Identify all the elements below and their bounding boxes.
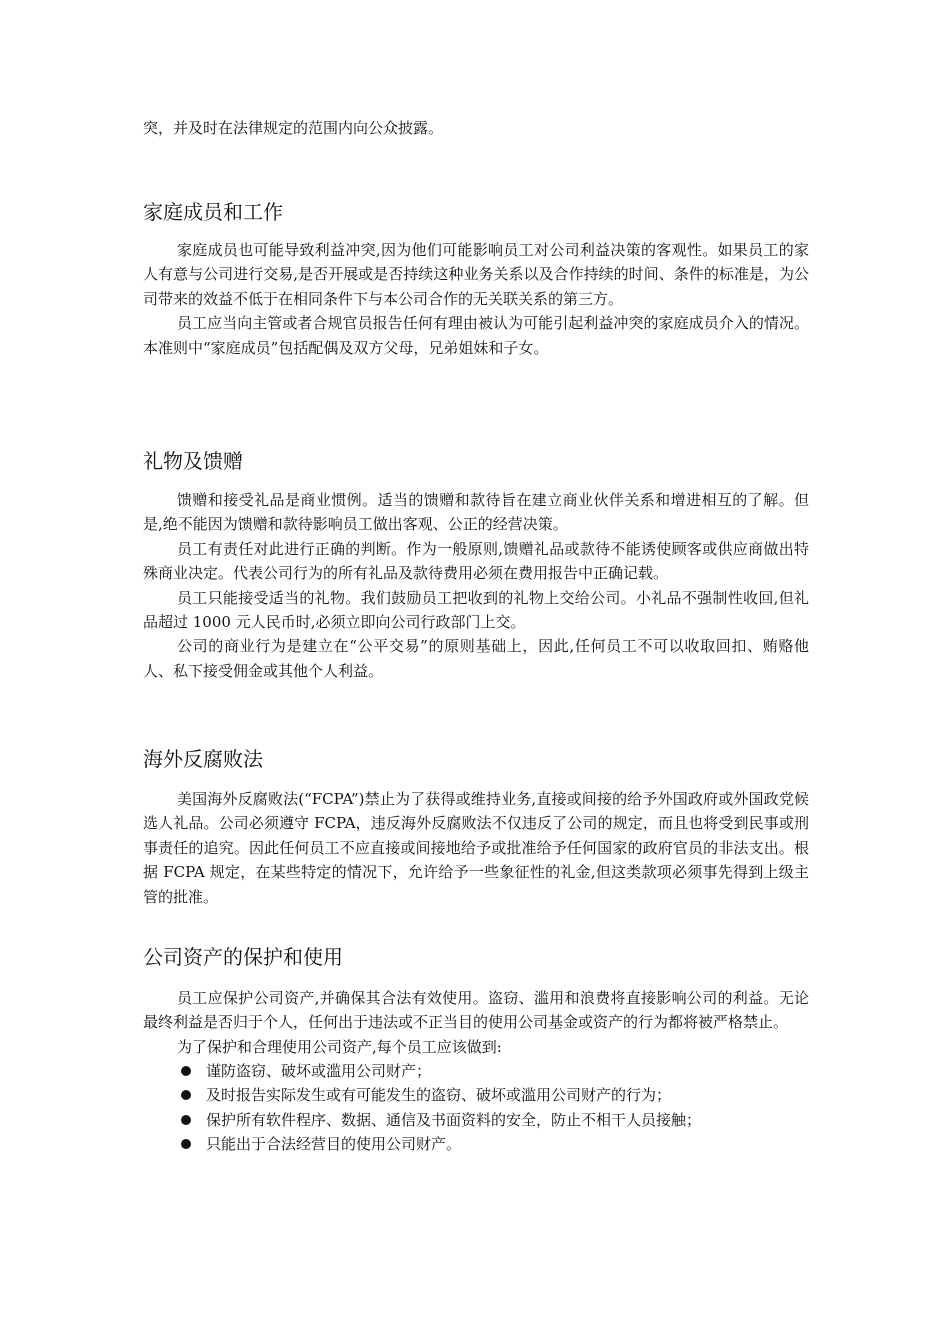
bullet-icon: [181, 1139, 191, 1149]
list-item: [143, 1059, 809, 1083]
bullet-icon: [181, 1090, 191, 1100]
paragraph: 突，并及时在法律规定的范围内向公众披露。: [143, 119, 444, 137]
heading-family-members: 家庭成员和工作: [143, 200, 283, 224]
bullet-icon: [181, 1066, 191, 1076]
paragraph: 家庭成员也可能导致利益冲突,因为他们可能影响员工对公司利益决策的客观性。如果员工的家人有意与公司进行交易,是否开展或是否持续这种业务关系以及合作持续的时间、条件的标准是，为公司带来的效益不低于在相同条件下与本公司合作的无关联关系的第三方。: [143, 241, 809, 308]
asset-protection-list: [143, 1059, 809, 1156]
heading-company-assets: 公司资产的保护和使用: [143, 945, 343, 969]
section-company-assets-body: [143, 986, 809, 1156]
list-item-text: 及时报告实际发生或有可能发生的盗窃、破坏或滥用公司财产的行为；: [206, 1086, 672, 1105]
paragraph: 美国海外反腐败法(“FCPA”)禁止为了获得或维持业务,直接或间接的给予外国政府或外国政党候选人礼品。公司必须遵守 FCPA，违反海外反腐败法不仅违反了公司的规定，而且也将受到民事或刑事责任的追究。因此任何员工不应直接或间接地给予或批准给予任何国家的政府官员的非法支出。根据 FCPA 规定，在某些特定的情况下，允许给予一些象征性的礼金,但这类款项必须事先得到上级主管的批准。: [143, 790, 809, 906]
paragraph: 馈赠和接受礼品是商业惯例。适当的馈赠和款待旨在建立商业伙伴关系和增进相互的了解。但是,绝不能因为馈赠和款待影响员工做出客观、公正的经营决策。: [143, 491, 809, 534]
section-family-members-body: [143, 238, 809, 360]
heading-gifts: 礼物及馈赠: [143, 449, 243, 473]
list-item-text: 谨防盗窃、破坏或滥用公司财产；: [206, 1062, 432, 1081]
paragraph: 员工只能接受适当的礼物。我们鼓励员工把收到的礼物上交给公司。小礼品不强制性收回,但礼品超过 1000 元人民币时,必须立即向公司行政部门上交。: [143, 588, 809, 632]
list-item: [143, 1108, 809, 1132]
section-fcpa-body: [143, 787, 809, 909]
list-item: [143, 1132, 809, 1156]
paragraph: 员工有责任对此进行正确的判断。作为一般原则,馈赠礼品或款待不能诱使顾客或供应商做出特殊商业决定。代表公司行为的所有礼品及款待费用必须在费用报告中正确记载。: [143, 539, 809, 583]
section-gifts-body: [143, 488, 809, 683]
paragraph: 公司的商业行为是建立在“公平交易”的原则基础上，因此,任何员工不可以收取回扣、贿赂他人、私下接受佣金或其他个人利益。: [143, 637, 809, 680]
list-item-text: 只能出于合法经营目的使用公司财产。: [206, 1134, 462, 1153]
bullet-icon: [181, 1115, 191, 1125]
paragraph: 员工应当向主管或者合规官员报告任何有理由被认为可能引起利益冲突的家庭成员介入的情况。本准则中“家庭成员”包括配偶及双方父母，兄弟姐妹和子女。: [143, 314, 809, 357]
continuation-paragraph: [143, 116, 809, 140]
paragraph: 员工应保护公司资产,并确保其合法有效使用。盗窃、滥用和浪费将直接影响公司的利益。无论最终利益是否归于个人，任何出于违法或不正当目的使用公司基金或资产的行为都将被严格禁止。: [143, 989, 809, 1032]
list-item-text: 保护所有软件程序、数据、通信及书面资料的安全，防止不相干人员接触；: [206, 1110, 702, 1129]
paragraph: 为了保护和合理使用公司资产,每个员工应该做到:: [177, 1037, 502, 1056]
heading-fcpa: 海外反腐败法: [143, 747, 263, 771]
list-item: [143, 1083, 809, 1107]
